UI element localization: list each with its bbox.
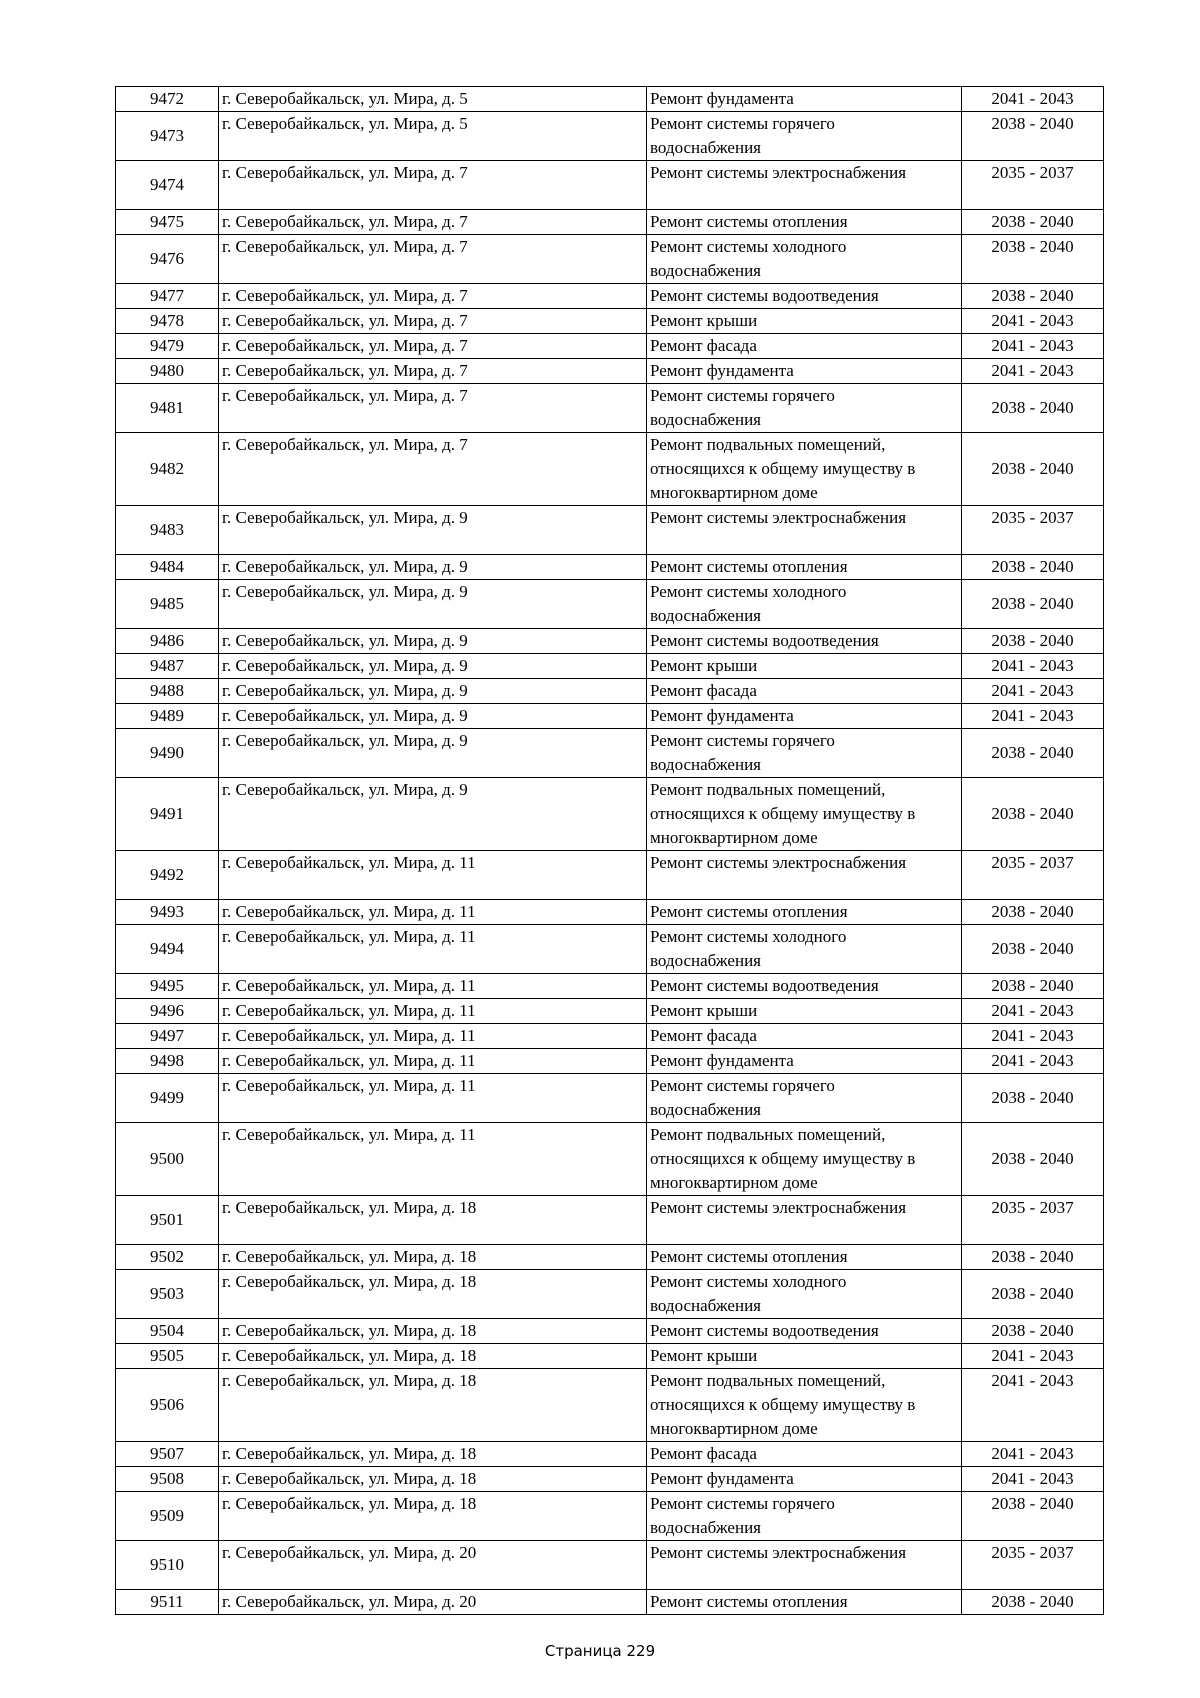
- address-cell: г. Северобайкальск, ул. Мира, д. 18: [219, 1467, 647, 1492]
- work-type-line: Ремонт крыши: [650, 311, 758, 330]
- address-cell: г. Северобайкальск, ул. Мира, д. 11: [219, 1074, 647, 1123]
- work-type-line: многоквартирном доме: [650, 828, 818, 847]
- address-cell: г. Северобайкальск, ул. Мира, д. 7: [219, 235, 647, 284]
- work-type-line: многоквартирном доме: [650, 1419, 818, 1438]
- address-cell: г. Северобайкальск, ул. Мира, д. 9: [219, 555, 647, 580]
- period-cell: 2038 - 2040: [962, 112, 1104, 161]
- period-cell: 2038 - 2040: [962, 1123, 1104, 1196]
- table-row: [116, 384, 1104, 433]
- work-type-line: Ремонт системы холодного: [650, 582, 847, 601]
- period-cell: 2038 - 2040: [962, 1590, 1104, 1615]
- table-row: [116, 334, 1104, 359]
- address-cell: г. Северобайкальск, ул. Мира, д. 18: [219, 1492, 647, 1541]
- address-cell: г. Северобайкальск, ул. Мира, д. 7: [219, 384, 647, 433]
- table-row: [116, 629, 1104, 654]
- work-type-line: Ремонт крыши: [650, 656, 758, 675]
- address-cell: г. Северобайкальск, ул. Мира, д. 7: [219, 210, 647, 235]
- row-number: 9485: [116, 580, 219, 629]
- period-cell: 2038 - 2040: [962, 729, 1104, 778]
- row-number: 9499: [116, 1074, 219, 1123]
- work-type-cell: [647, 679, 962, 704]
- period-cell: 2038 - 2040: [962, 900, 1104, 925]
- row-number: 9487: [116, 654, 219, 679]
- period-cell: 2038 - 2040: [962, 974, 1104, 999]
- table-row: [116, 284, 1104, 309]
- row-number: 9482: [116, 433, 219, 506]
- address-cell: г. Северобайкальск, ул. Мира, д. 5: [219, 112, 647, 161]
- work-type-line: Ремонт системы горячего: [650, 114, 835, 133]
- row-number: 9496: [116, 999, 219, 1024]
- work-type-cell: [647, 580, 962, 629]
- period-cell: 2038 - 2040: [962, 433, 1104, 506]
- work-type-cell: [647, 112, 962, 161]
- table-row: [116, 729, 1104, 778]
- work-type-line: Ремонт системы водоотведения: [650, 976, 879, 995]
- address-cell: г. Северобайкальск, ул. Мира, д. 7: [219, 334, 647, 359]
- period-cell: 2038 - 2040: [962, 925, 1104, 974]
- work-type-cell: [647, 974, 962, 999]
- row-number: 9508: [116, 1467, 219, 1492]
- period-cell: 2041 - 2043: [962, 309, 1104, 334]
- work-type-line: Ремонт фасада: [650, 336, 757, 355]
- work-type-line: Ремонт системы отопления: [650, 1592, 848, 1611]
- work-type-line: Ремонт фундамента: [650, 1051, 794, 1070]
- period-cell: 2041 - 2043: [962, 334, 1104, 359]
- table-row: [116, 1590, 1104, 1615]
- work-type-line: Ремонт системы электроснабжения: [650, 508, 907, 527]
- work-type-line: Ремонт фундамента: [650, 361, 794, 380]
- table-row: [116, 580, 1104, 629]
- work-type-cell: [647, 729, 962, 778]
- period-cell: 2041 - 2043: [962, 1024, 1104, 1049]
- period-cell: 2038 - 2040: [962, 1270, 1104, 1319]
- period-cell: 2038 - 2040: [962, 580, 1104, 629]
- work-type-line: Ремонт системы электроснабжения: [650, 1198, 907, 1217]
- table-row: [116, 1024, 1104, 1049]
- address-cell: г. Северобайкальск, ул. Мира, д. 18: [219, 1319, 647, 1344]
- address-cell: г. Северобайкальск, ул. Мира, д. 18: [219, 1369, 647, 1442]
- work-type-cell: [647, 778, 962, 851]
- work-type-cell: [647, 506, 962, 555]
- address-cell: г. Северобайкальск, ул. Мира, д. 11: [219, 900, 647, 925]
- work-type-cell: [647, 704, 962, 729]
- period-cell: 2035 - 2037: [962, 161, 1104, 210]
- row-number: 9483: [116, 506, 219, 555]
- period-cell: 2038 - 2040: [962, 235, 1104, 284]
- address-cell: г. Северобайкальск, ул. Мира, д. 9: [219, 679, 647, 704]
- table-row: [116, 1049, 1104, 1074]
- row-number: 9488: [116, 679, 219, 704]
- table-row: [116, 1492, 1104, 1541]
- work-type-line: Ремонт системы отопления: [650, 1247, 848, 1266]
- work-type-line: многоквартирном доме: [650, 483, 818, 502]
- address-cell: г. Северобайкальск, ул. Мира, д. 18: [219, 1270, 647, 1319]
- table-row: [116, 1319, 1104, 1344]
- row-number: 9475: [116, 210, 219, 235]
- address-cell: г. Северобайкальск, ул. Мира, д. 9: [219, 580, 647, 629]
- address-cell: г. Северобайкальск, ул. Мира, д. 9: [219, 506, 647, 555]
- period-cell: 2038 - 2040: [962, 1319, 1104, 1344]
- work-type-cell: [647, 1442, 962, 1467]
- work-type-cell: [647, 654, 962, 679]
- period-cell: 2038 - 2040: [962, 1074, 1104, 1123]
- row-number: 9503: [116, 1270, 219, 1319]
- period-cell: 2038 - 2040: [962, 555, 1104, 580]
- table-row: [116, 1344, 1104, 1369]
- work-type-cell: [647, 1467, 962, 1492]
- table-row: [116, 506, 1104, 555]
- work-type-line: Ремонт системы водоотведения: [650, 1321, 879, 1340]
- row-number: 9474: [116, 161, 219, 210]
- table-row: [116, 704, 1104, 729]
- work-type-line: относящихся к общему имуществу в: [650, 1149, 916, 1168]
- address-cell: г. Северобайкальск, ул. Мира, д. 11: [219, 851, 647, 900]
- work-type-cell: [647, 999, 962, 1024]
- work-type-cell: [647, 1492, 962, 1541]
- table-row: [116, 309, 1104, 334]
- work-type-cell: [647, 1344, 962, 1369]
- period-cell: 2041 - 2043: [962, 679, 1104, 704]
- period-cell: 2041 - 2043: [962, 654, 1104, 679]
- row-number: 9504: [116, 1319, 219, 1344]
- work-type-line: Ремонт подвальных помещений,: [650, 1125, 886, 1144]
- row-number: 9480: [116, 359, 219, 384]
- work-type-cell: [647, 1270, 962, 1319]
- table-row: [116, 900, 1104, 925]
- work-type-line: водоснабжения: [650, 261, 761, 280]
- work-type-cell: [647, 925, 962, 974]
- table-row: [116, 210, 1104, 235]
- address-cell: г. Северобайкальск, ул. Мира, д. 18: [219, 1245, 647, 1270]
- address-cell: г. Северобайкальск, ул. Мира, д. 11: [219, 1123, 647, 1196]
- row-number: 9495: [116, 974, 219, 999]
- period-cell: 2041 - 2043: [962, 999, 1104, 1024]
- work-type-cell: [647, 555, 962, 580]
- work-type-line: относящихся к общему имуществу в: [650, 804, 916, 823]
- table-row: [116, 1467, 1104, 1492]
- period-cell: 2041 - 2043: [962, 1467, 1104, 1492]
- address-cell: г. Северобайкальск, ул. Мира, д. 20: [219, 1590, 647, 1615]
- table-row: [116, 1074, 1104, 1123]
- work-type-line: водоснабжения: [650, 410, 761, 429]
- table-row: [116, 1196, 1104, 1245]
- address-cell: г. Северобайкальск, ул. Мира, д. 7: [219, 309, 647, 334]
- work-type-line: Ремонт фасада: [650, 681, 757, 700]
- work-type-cell: [647, 309, 962, 334]
- table-row: [116, 778, 1104, 851]
- row-number: 9491: [116, 778, 219, 851]
- table-row: [116, 1442, 1104, 1467]
- work-type-cell: [647, 161, 962, 210]
- table-row: [116, 359, 1104, 384]
- row-number: 9509: [116, 1492, 219, 1541]
- work-type-line: Ремонт фундамента: [650, 1469, 794, 1488]
- row-number: 9472: [116, 87, 219, 112]
- work-type-cell: [647, 1245, 962, 1270]
- work-type-cell: [647, 235, 962, 284]
- work-type-line: водоснабжения: [650, 755, 761, 774]
- row-number: 9477: [116, 284, 219, 309]
- table-row: [116, 1369, 1104, 1442]
- row-number: 9486: [116, 629, 219, 654]
- work-type-line: Ремонт подвальных помещений,: [650, 1371, 886, 1390]
- address-cell: г. Северобайкальск, ул. Мира, д. 18: [219, 1442, 647, 1467]
- address-cell: г. Северобайкальск, ул. Мира, д. 11: [219, 974, 647, 999]
- address-cell: г. Северобайкальск, ул. Мира, д. 9: [219, 729, 647, 778]
- work-type-cell: [647, 900, 962, 925]
- work-type-cell: [647, 210, 962, 235]
- work-type-cell: [647, 359, 962, 384]
- work-type-line: относящихся к общему имуществу в: [650, 459, 916, 478]
- work-type-line: водоснабжения: [650, 138, 761, 157]
- work-type-line: водоснабжения: [650, 606, 761, 625]
- address-cell: г. Северобайкальск, ул. Мира, д. 9: [219, 704, 647, 729]
- page-number: Страница 229: [544, 1642, 656, 1660]
- work-type-line: Ремонт системы отопления: [650, 557, 848, 576]
- table-row: [116, 974, 1104, 999]
- table-row: [116, 851, 1104, 900]
- row-number: 9492: [116, 851, 219, 900]
- work-type-line: Ремонт подвальных помещений,: [650, 780, 886, 799]
- row-number: 9476: [116, 235, 219, 284]
- work-type-line: Ремонт системы отопления: [650, 212, 848, 231]
- table-row: [116, 654, 1104, 679]
- work-type-cell: [647, 1024, 962, 1049]
- address-cell: г. Северобайкальск, ул. Мира, д. 9: [219, 778, 647, 851]
- period-cell: 2035 - 2037: [962, 851, 1104, 900]
- period-cell: 2038 - 2040: [962, 1245, 1104, 1270]
- work-type-cell: [647, 1319, 962, 1344]
- row-number: 9493: [116, 900, 219, 925]
- period-cell: 2038 - 2040: [962, 778, 1104, 851]
- row-number: 9494: [116, 925, 219, 974]
- work-type-cell: [647, 384, 962, 433]
- work-type-line: Ремонт подвальных помещений,: [650, 435, 886, 454]
- work-type-line: Ремонт фундамента: [650, 89, 794, 108]
- address-cell: г. Северобайкальск, ул. Мира, д. 11: [219, 1024, 647, 1049]
- repair-schedule-table: [115, 86, 1104, 1615]
- table-row: [116, 161, 1104, 210]
- work-type-cell: [647, 433, 962, 506]
- row-number: 9498: [116, 1049, 219, 1074]
- row-number: 9506: [116, 1369, 219, 1442]
- table-row: [116, 112, 1104, 161]
- row-number: 9478: [116, 309, 219, 334]
- row-number: 9505: [116, 1344, 219, 1369]
- work-type-line: Ремонт системы холодного: [650, 237, 847, 256]
- work-type-cell: [647, 87, 962, 112]
- table-row: [116, 679, 1104, 704]
- work-type-line: Ремонт системы холодного: [650, 1272, 847, 1291]
- work-type-line: Ремонт системы электроснабжения: [650, 853, 907, 872]
- row-number: 9481: [116, 384, 219, 433]
- work-type-line: Ремонт системы холодного: [650, 927, 847, 946]
- work-type-line: водоснабжения: [650, 1296, 761, 1315]
- period-cell: 2038 - 2040: [962, 210, 1104, 235]
- table-row: [116, 87, 1104, 112]
- row-number: 9473: [116, 112, 219, 161]
- row-number: 9510: [116, 1541, 219, 1590]
- work-type-cell: [647, 1049, 962, 1074]
- period-cell: 2041 - 2043: [962, 87, 1104, 112]
- work-type-cell: [647, 851, 962, 900]
- period-cell: 2041 - 2043: [962, 1442, 1104, 1467]
- period-cell: 2041 - 2043: [962, 1049, 1104, 1074]
- work-type-line: Ремонт системы водоотведения: [650, 286, 879, 305]
- work-type-line: Ремонт системы электроснабжения: [650, 163, 907, 182]
- period-cell: 2041 - 2043: [962, 1344, 1104, 1369]
- period-cell: 2035 - 2037: [962, 506, 1104, 555]
- work-type-line: Ремонт системы горячего: [650, 731, 835, 750]
- address-cell: г. Северобайкальск, ул. Мира, д. 9: [219, 629, 647, 654]
- row-number: 9490: [116, 729, 219, 778]
- work-type-line: водоснабжения: [650, 1518, 761, 1537]
- work-type-line: Ремонт системы электроснабжения: [650, 1543, 907, 1562]
- address-cell: г. Северобайкальск, ул. Мира, д. 7: [219, 359, 647, 384]
- work-type-cell: [647, 629, 962, 654]
- row-number: 9479: [116, 334, 219, 359]
- work-type-cell: [647, 334, 962, 359]
- work-type-cell: [647, 1074, 962, 1123]
- row-number: 9500: [116, 1123, 219, 1196]
- row-number: 9497: [116, 1024, 219, 1049]
- period-cell: 2041 - 2043: [962, 704, 1104, 729]
- work-type-line: многоквартирном доме: [650, 1173, 818, 1192]
- work-type-cell: [647, 1590, 962, 1615]
- table-row: [116, 235, 1104, 284]
- work-type-line: Ремонт системы водоотведения: [650, 631, 879, 650]
- work-type-line: Ремонт фасада: [650, 1444, 757, 1463]
- table-row: [116, 1541, 1104, 1590]
- work-type-cell: [647, 1123, 962, 1196]
- work-type-line: Ремонт системы горячего: [650, 386, 835, 405]
- table-row: [116, 925, 1104, 974]
- period-cell: 2035 - 2037: [962, 1541, 1104, 1590]
- table-body: [116, 87, 1104, 1615]
- address-cell: г. Северобайкальск, ул. Мира, д. 7: [219, 161, 647, 210]
- work-type-cell: [647, 1196, 962, 1245]
- period-cell: 2038 - 2040: [962, 384, 1104, 433]
- table-row: [116, 433, 1104, 506]
- table-row: [116, 1123, 1104, 1196]
- work-type-line: Ремонт фундамента: [650, 706, 794, 725]
- row-number: 9511: [116, 1590, 219, 1615]
- period-cell: 2035 - 2037: [962, 1196, 1104, 1245]
- row-number: 9502: [116, 1245, 219, 1270]
- address-cell: г. Северобайкальск, ул. Мира, д. 7: [219, 433, 647, 506]
- address-cell: г. Северобайкальск, ул. Мира, д. 9: [219, 654, 647, 679]
- work-type-line: Ремонт крыши: [650, 1001, 758, 1020]
- address-cell: г. Северобайкальск, ул. Мира, д. 7: [219, 284, 647, 309]
- address-cell: г. Северобайкальск, ул. Мира, д. 20: [219, 1541, 647, 1590]
- address-cell: г. Северобайкальск, ул. Мира, д. 18: [219, 1344, 647, 1369]
- row-number: 9484: [116, 555, 219, 580]
- table-row: [116, 999, 1104, 1024]
- work-type-cell: [647, 1541, 962, 1590]
- table-row: [116, 555, 1104, 580]
- address-cell: г. Северобайкальск, ул. Мира, д. 11: [219, 1049, 647, 1074]
- work-type-line: относящихся к общему имуществу в: [650, 1395, 916, 1414]
- work-type-line: Ремонт крыши: [650, 1346, 758, 1365]
- row-number: 9507: [116, 1442, 219, 1467]
- work-type-line: Ремонт фасада: [650, 1026, 757, 1045]
- table-row: [116, 1270, 1104, 1319]
- row-number: 9501: [116, 1196, 219, 1245]
- table-row: [116, 1245, 1104, 1270]
- work-type-line: Ремонт системы горячего: [650, 1076, 835, 1095]
- address-cell: г. Северобайкальск, ул. Мира, д. 5: [219, 87, 647, 112]
- work-type-cell: [647, 284, 962, 309]
- address-cell: г. Северобайкальск, ул. Мира, д. 11: [219, 999, 647, 1024]
- period-cell: 2038 - 2040: [962, 1492, 1104, 1541]
- address-cell: г. Северобайкальск, ул. Мира, д. 18: [219, 1196, 647, 1245]
- work-type-line: Ремонт системы отопления: [650, 902, 848, 921]
- period-cell: 2041 - 2043: [962, 359, 1104, 384]
- period-cell: 2038 - 2040: [962, 629, 1104, 654]
- work-type-line: Ремонт системы горячего: [650, 1494, 835, 1513]
- work-type-line: водоснабжения: [650, 951, 761, 970]
- work-type-cell: [647, 1369, 962, 1442]
- address-cell: г. Северобайкальск, ул. Мира, д. 11: [219, 925, 647, 974]
- period-cell: 2038 - 2040: [962, 284, 1104, 309]
- period-cell: 2041 - 2043: [962, 1369, 1104, 1442]
- row-number: 9489: [116, 704, 219, 729]
- work-type-line: водоснабжения: [650, 1100, 761, 1119]
